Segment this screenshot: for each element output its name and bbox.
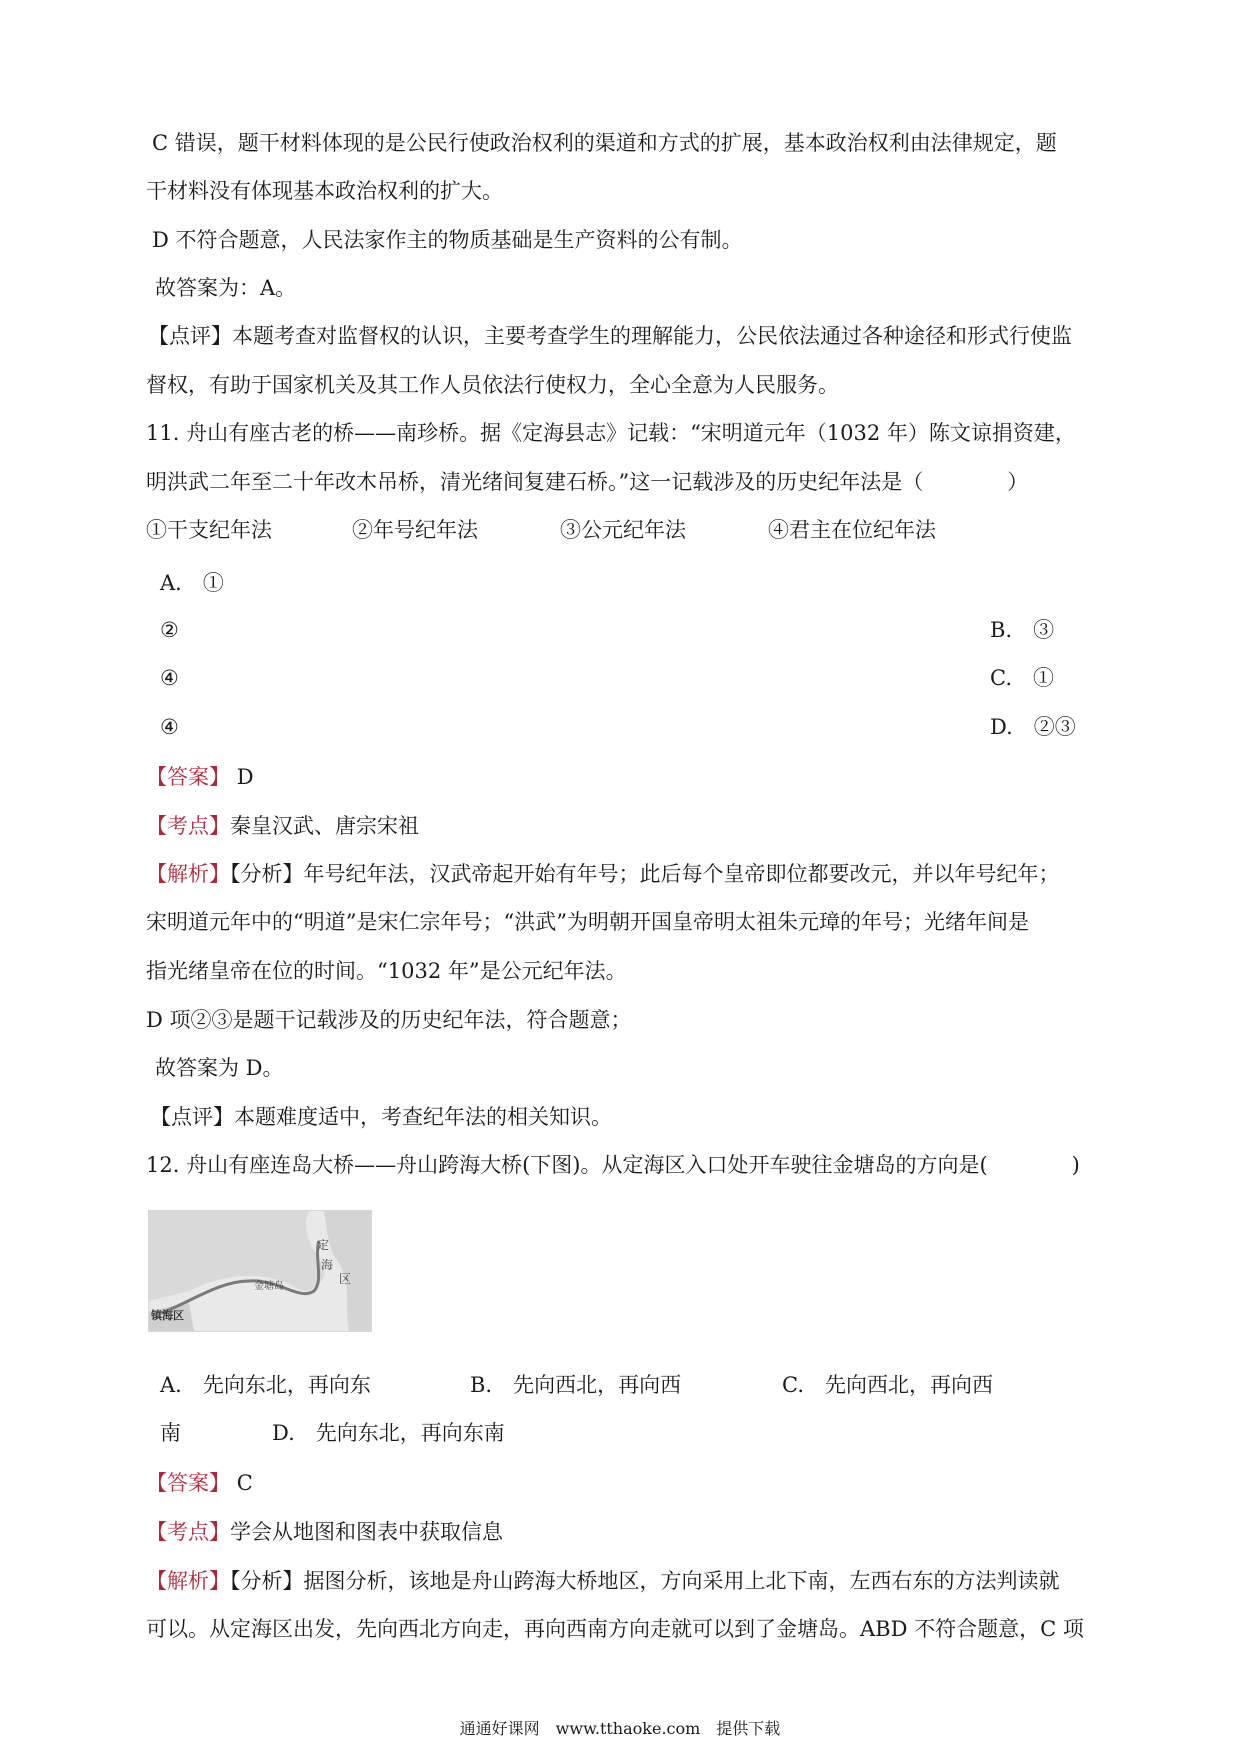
q11-row4-left: ④ bbox=[160, 715, 179, 739]
q10-option-c-line2: 干材料没有体现基本政治权利的扩大。 bbox=[146, 179, 503, 203]
q11-item-1: ①干支纪年法 bbox=[146, 518, 272, 542]
q10-answer-line: 故答案为：A。 bbox=[155, 276, 297, 300]
map-label-ding: 定 bbox=[317, 1238, 330, 1252]
q11-review: 【点评】本题难度适中，考查纪年法的相关知识。 bbox=[150, 1105, 612, 1129]
q11-row3-left: ④ bbox=[160, 666, 179, 690]
q12-option-c-cont: 南 bbox=[160, 1421, 181, 1445]
page-footer: 通通好课网 www.tthaoke.com 提供下载 bbox=[459, 1719, 781, 1738]
q11-analysis-line2: 宋明道元年中的“明道”是宋仁宗年号；“洪武”为明朝开国皇帝明太祖朱元璋的年号；光绪年间是 bbox=[146, 910, 1029, 934]
q12-answer-value: C bbox=[236, 1471, 253, 1495]
q11-item-4: ④君主在位纪年法 bbox=[768, 518, 936, 542]
map-label-jintang: 金塘岛 bbox=[254, 1281, 284, 1292]
q11-option-a: A. ① bbox=[160, 571, 224, 595]
map-label-zhenhai: 镇海区 bbox=[151, 1309, 184, 1322]
q12-option-c: C. 先向西北，再向西 bbox=[782, 1373, 993, 1397]
q12-option-d: D. 先向东北，再向东南 bbox=[272, 1421, 505, 1445]
q11-option-c: C. ① bbox=[990, 666, 1054, 690]
q11-point-label: 【考点】 bbox=[146, 814, 230, 838]
q11-conclusion: 故答案为 D。 bbox=[155, 1056, 284, 1080]
q10-option-d-line: D 不符合题意，人民法家作主的物质基础是生产资料的公有制。 bbox=[152, 228, 743, 252]
q11-point-value: 秦皇汉武、唐宗宋祖 bbox=[230, 814, 419, 838]
q12-point bbox=[146, 1517, 503, 1547]
q11-point bbox=[146, 811, 419, 841]
q12-analysis-label: 【解析】 bbox=[146, 1569, 230, 1593]
q11-item-2: ②年号纪年法 bbox=[352, 518, 478, 542]
q11-analysis-line1 bbox=[146, 859, 1060, 889]
q11-option-d: D. ②③ bbox=[990, 715, 1076, 739]
q11-analysis-line3: 指光绪皇帝在位的时间。“1032 年”是公元纪年法。 bbox=[146, 959, 627, 983]
map-label-qu: 区 bbox=[339, 1272, 352, 1286]
q12-answer bbox=[146, 1468, 253, 1498]
q11-analysis-label: 【解析】 bbox=[146, 862, 230, 886]
q11-stem-line2: 明洪武二年至二十年改木吊桥，清光绪间复建石桥。”这一记载涉及的历史纪年法是（ ） bbox=[146, 470, 1029, 494]
q10-option-c-line1: C 错误，题干材料体现的是公民行使政治权利的渠道和方式的扩展，基本政治权利由法律规定，题 bbox=[152, 131, 1057, 155]
q11-item-3: ③公元纪年法 bbox=[560, 518, 686, 542]
q12-answer-label: 【答案】 bbox=[146, 1471, 230, 1495]
q12-stem: 12. 舟山有座连岛大桥——舟山跨海大桥(下图)。从定海区入口处开车驶往金塘岛的方向是( ) bbox=[146, 1153, 1080, 1177]
q10-review-line1 bbox=[148, 321, 1072, 351]
map-label-hai: 海 bbox=[321, 1258, 334, 1272]
q10-review-text1: 本题考查对监督权的认识，主要考查学生的理解能力，公民依法通过各种途径和形式行使监 bbox=[232, 324, 1072, 348]
q12-option-b: B. 先向西北，再向西 bbox=[470, 1373, 682, 1397]
q11-row2-left: ② bbox=[160, 618, 179, 642]
q11-stem-line1: 11. 舟山有座古老的桥——南珍桥。据《定海县志》记载：“宋明道元年（1032 年）陈文谅捐资建， bbox=[146, 421, 1076, 445]
q10-review-line2: 督权，有助于国家机关及其工作人员依法行使权力，全心全意为人民服务。 bbox=[146, 373, 839, 397]
q11-analysis-text1: 【分析】年号纪年法，汉武帝起开始有年号；此后每个皇帝即位都要改元，并以年号纪年； bbox=[230, 862, 1060, 886]
q12-analysis-line1 bbox=[146, 1566, 1060, 1596]
q12-point-value: 学会从地图和图表中获取信息 bbox=[230, 1520, 503, 1544]
q12-analysis-line2: 可以。从定海区出发，先向西北方向走，再向西南方向走就可以到了金塘岛。ABD 不符合题意，C 项 bbox=[146, 1617, 1084, 1641]
q12-analysis-text1: 【分析】据图分析，该地是舟山跨海大桥地区，方向采用上北下南，左西右东的方法判读就 bbox=[230, 1569, 1060, 1593]
map-figure bbox=[148, 1210, 372, 1332]
q12-option-a: A. 先向东北，再向东 bbox=[160, 1373, 371, 1397]
map-svg bbox=[149, 1211, 371, 1331]
q11-d-line: D 项②③是题干记载涉及的历史纪年法，符合题意； bbox=[146, 1008, 632, 1032]
q11-option-b: B. ③ bbox=[990, 618, 1055, 642]
q11-answer-label: 【答案】 bbox=[146, 765, 230, 789]
q11-answer-value: D bbox=[236, 765, 254, 789]
q10-review-label: 【点评】 bbox=[148, 324, 232, 348]
q11-answer bbox=[146, 762, 254, 792]
q12-point-label: 【考点】 bbox=[146, 1520, 230, 1544]
